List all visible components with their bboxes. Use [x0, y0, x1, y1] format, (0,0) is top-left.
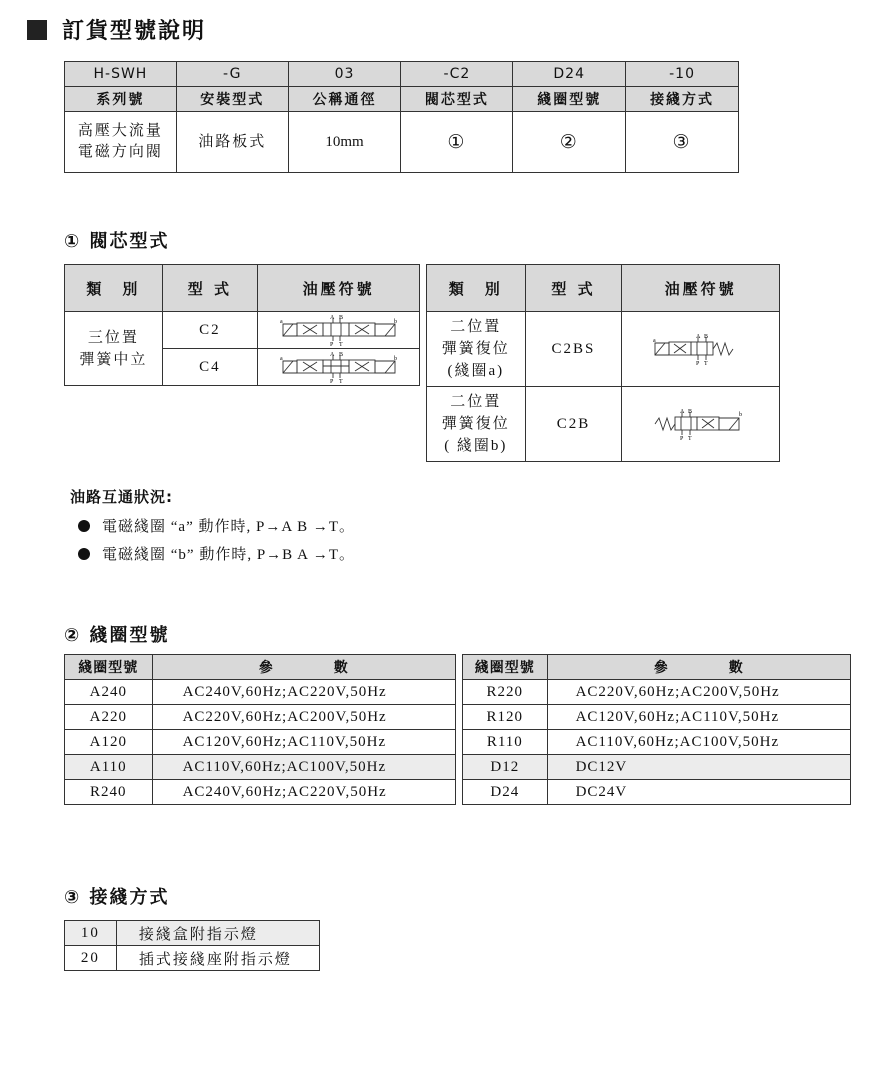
spool-c2bs-line1: 二位置	[450, 319, 502, 335]
coil-model-cell: R120	[463, 705, 548, 730]
port-t-label: T	[338, 342, 345, 346]
value-size: 10mm	[288, 112, 401, 173]
port-p-label: P	[679, 436, 685, 442]
code-wiring: -10	[626, 62, 739, 87]
port-a-label: A	[329, 315, 336, 321]
order-code-table	[64, 61, 739, 173]
port-a-label: A	[695, 334, 702, 340]
flow-line-b-text: 電磁綫圈 “b” 動作時, P→B A →T。	[102, 547, 356, 563]
coil-header-model: 綫圈型號	[65, 655, 153, 680]
wiring-desc-cell: 接綫盒附指示燈	[116, 921, 319, 946]
spool-symbol-c2bs	[622, 312, 780, 387]
coil-model-cell: A120	[65, 730, 153, 755]
coil-param-cell: DC24V	[547, 780, 850, 805]
spool-category-line2: 彈簧中立	[79, 351, 148, 368]
coil-a-label: a	[652, 338, 658, 344]
code-spool: -C2	[401, 62, 513, 87]
header-spool: 閥芯型式	[401, 87, 513, 112]
code-coil: D24	[513, 62, 626, 87]
spool-c2b-line2: 彈簧復位	[441, 416, 510, 432]
value-wiring: ③	[626, 112, 739, 173]
spool-type-c2: C2	[162, 312, 258, 349]
port-a-label: A	[329, 352, 336, 358]
coil-param-cell: AC110V,60Hz;AC100V,50Hz	[547, 730, 850, 755]
spool-type-c2b: C2B	[525, 387, 622, 462]
coil-param-cell: AC120V,60Hz;AC110V,50Hz	[547, 705, 850, 730]
coil-param-cell: AC220V,60Hz;AC200V,50Hz	[547, 680, 850, 705]
spool-header-category: 類 別	[65, 265, 163, 312]
coil-table-right	[462, 654, 851, 805]
coil-param-cell: AC220V,60Hz;AC200V,50Hz	[152, 705, 455, 730]
coil-model-cell: R240	[65, 780, 153, 805]
flow-line-b	[78, 543, 355, 564]
port-p-label: P	[329, 379, 335, 383]
coil-header-model-right: 綫圈型號	[463, 655, 548, 680]
coil-header-params: 參 數	[152, 655, 455, 680]
spool-c2bs-line2: 彈簧復位	[441, 341, 510, 357]
coil-param-cell: AC120V,60Hz;AC110V,50Hz	[152, 730, 455, 755]
header-mounting: 安裝型式	[176, 87, 288, 112]
coil-param-cell: AC240V,60Hz;AC220V,50Hz	[152, 780, 455, 805]
spool-header-type-right: 型 式	[525, 265, 622, 312]
value-series-line1: 高壓大流量	[77, 123, 163, 139]
spool-header-symbol: 油壓符號	[258, 265, 420, 312]
spool-category-c2b	[427, 387, 526, 462]
coil-model-cell: A220	[65, 705, 153, 730]
wiring-desc-cell: 插式接綫座附指示燈	[116, 946, 319, 971]
spool-category-line1: 三位置	[87, 329, 139, 346]
bullet-dot-icon	[78, 548, 90, 560]
spool-c2b-line3: ( 綫圈b)	[444, 438, 508, 454]
spool-table-right	[426, 264, 780, 462]
spool-header-category-right: 類 別	[427, 265, 526, 312]
port-p-label: P	[329, 342, 335, 346]
value-mounting: 油路板式	[176, 112, 288, 173]
value-series-line2: 電磁方向閥	[77, 144, 163, 160]
title-bullet-square	[27, 20, 47, 40]
port-a-label: A	[679, 409, 686, 415]
coil-param-cell: AC240V,60Hz;AC220V,50Hz	[152, 680, 455, 705]
spool-header-type: 型 式	[162, 265, 258, 312]
coil-b-label: b	[393, 319, 399, 325]
port-t-label: T	[703, 361, 710, 367]
bullet-dot-icon	[78, 520, 90, 532]
coil-param-cell: AC110V,60Hz;AC100V,50Hz	[152, 755, 455, 780]
coil-model-cell: A240	[65, 680, 153, 705]
coil-header-params-right: 參 數	[547, 655, 850, 680]
hydraulic-symbol-c2-icon	[277, 314, 401, 346]
value-series	[65, 112, 177, 173]
hydraulic-symbol-c4-icon	[277, 351, 401, 383]
section-coil-title: ② 綫圈型號	[64, 625, 170, 646]
hydraulic-symbol-c2b-icon	[651, 406, 751, 442]
page-title: 訂貨型號說明	[62, 19, 207, 44]
coil-table-left	[64, 654, 456, 805]
code-series: H-SWH	[65, 62, 177, 87]
coil-model-cell: R110	[463, 730, 548, 755]
spool-c2b-line1: 二位置	[450, 394, 502, 410]
spool-symbol-c2	[258, 312, 420, 349]
coil-b-label: b	[738, 412, 744, 418]
spool-header-symbol-right: 油壓符號	[622, 265, 780, 312]
coil-a-label: a	[279, 319, 285, 325]
spool-type-c4: C4	[162, 349, 258, 386]
port-t-label: T	[687, 436, 694, 442]
wiring-code-cell: 10	[65, 921, 117, 946]
flow-status-title: 油路互通狀況:	[70, 488, 173, 506]
value-spool: ①	[401, 112, 513, 173]
spool-table-left	[64, 264, 420, 386]
coil-model-cell: R220	[463, 680, 548, 705]
section-spool-title: ① 閥芯型式	[64, 231, 170, 252]
spool-symbol-c4	[258, 349, 420, 386]
port-b-label: B	[703, 334, 710, 340]
code-size: 03	[288, 62, 401, 87]
spool-c2bs-line3: (綫圈a)	[447, 363, 505, 379]
flow-line-a	[78, 515, 355, 536]
coil-b-label: b	[393, 356, 399, 362]
hydraulic-symbol-c2bs-icon	[651, 331, 751, 367]
header-size: 公稱通徑	[288, 87, 401, 112]
coil-model-cell: A110	[65, 755, 153, 780]
coil-model-cell: D12	[463, 755, 548, 780]
wiring-table	[64, 920, 320, 971]
port-b-label: B	[687, 409, 694, 415]
code-mounting: -G	[176, 62, 288, 87]
port-p-label: P	[695, 361, 701, 367]
spool-type-c2bs: C2BS	[525, 312, 622, 387]
section-wiring-title: ③ 接綫方式	[64, 887, 170, 908]
spool-category-c2bs	[427, 312, 526, 387]
header-coil: 綫圈型號	[513, 87, 626, 112]
coil-model-cell: D24	[463, 780, 548, 805]
spool-category-three-position	[65, 312, 163, 386]
spool-symbol-c2b	[622, 387, 780, 462]
coil-param-cell: DC12V	[547, 755, 850, 780]
flow-line-a-text: 電磁綫圈 “a” 動作時, P→A B →T。	[102, 519, 355, 535]
coil-a-label: a	[279, 356, 285, 362]
port-t-label: T	[338, 379, 345, 383]
value-coil: ②	[513, 112, 626, 173]
header-wiring: 接綫方式	[626, 87, 739, 112]
wiring-code-cell: 20	[65, 946, 117, 971]
port-b-label: B	[338, 315, 345, 321]
port-b-label: B	[338, 352, 345, 358]
header-series: 系列號	[65, 87, 177, 112]
